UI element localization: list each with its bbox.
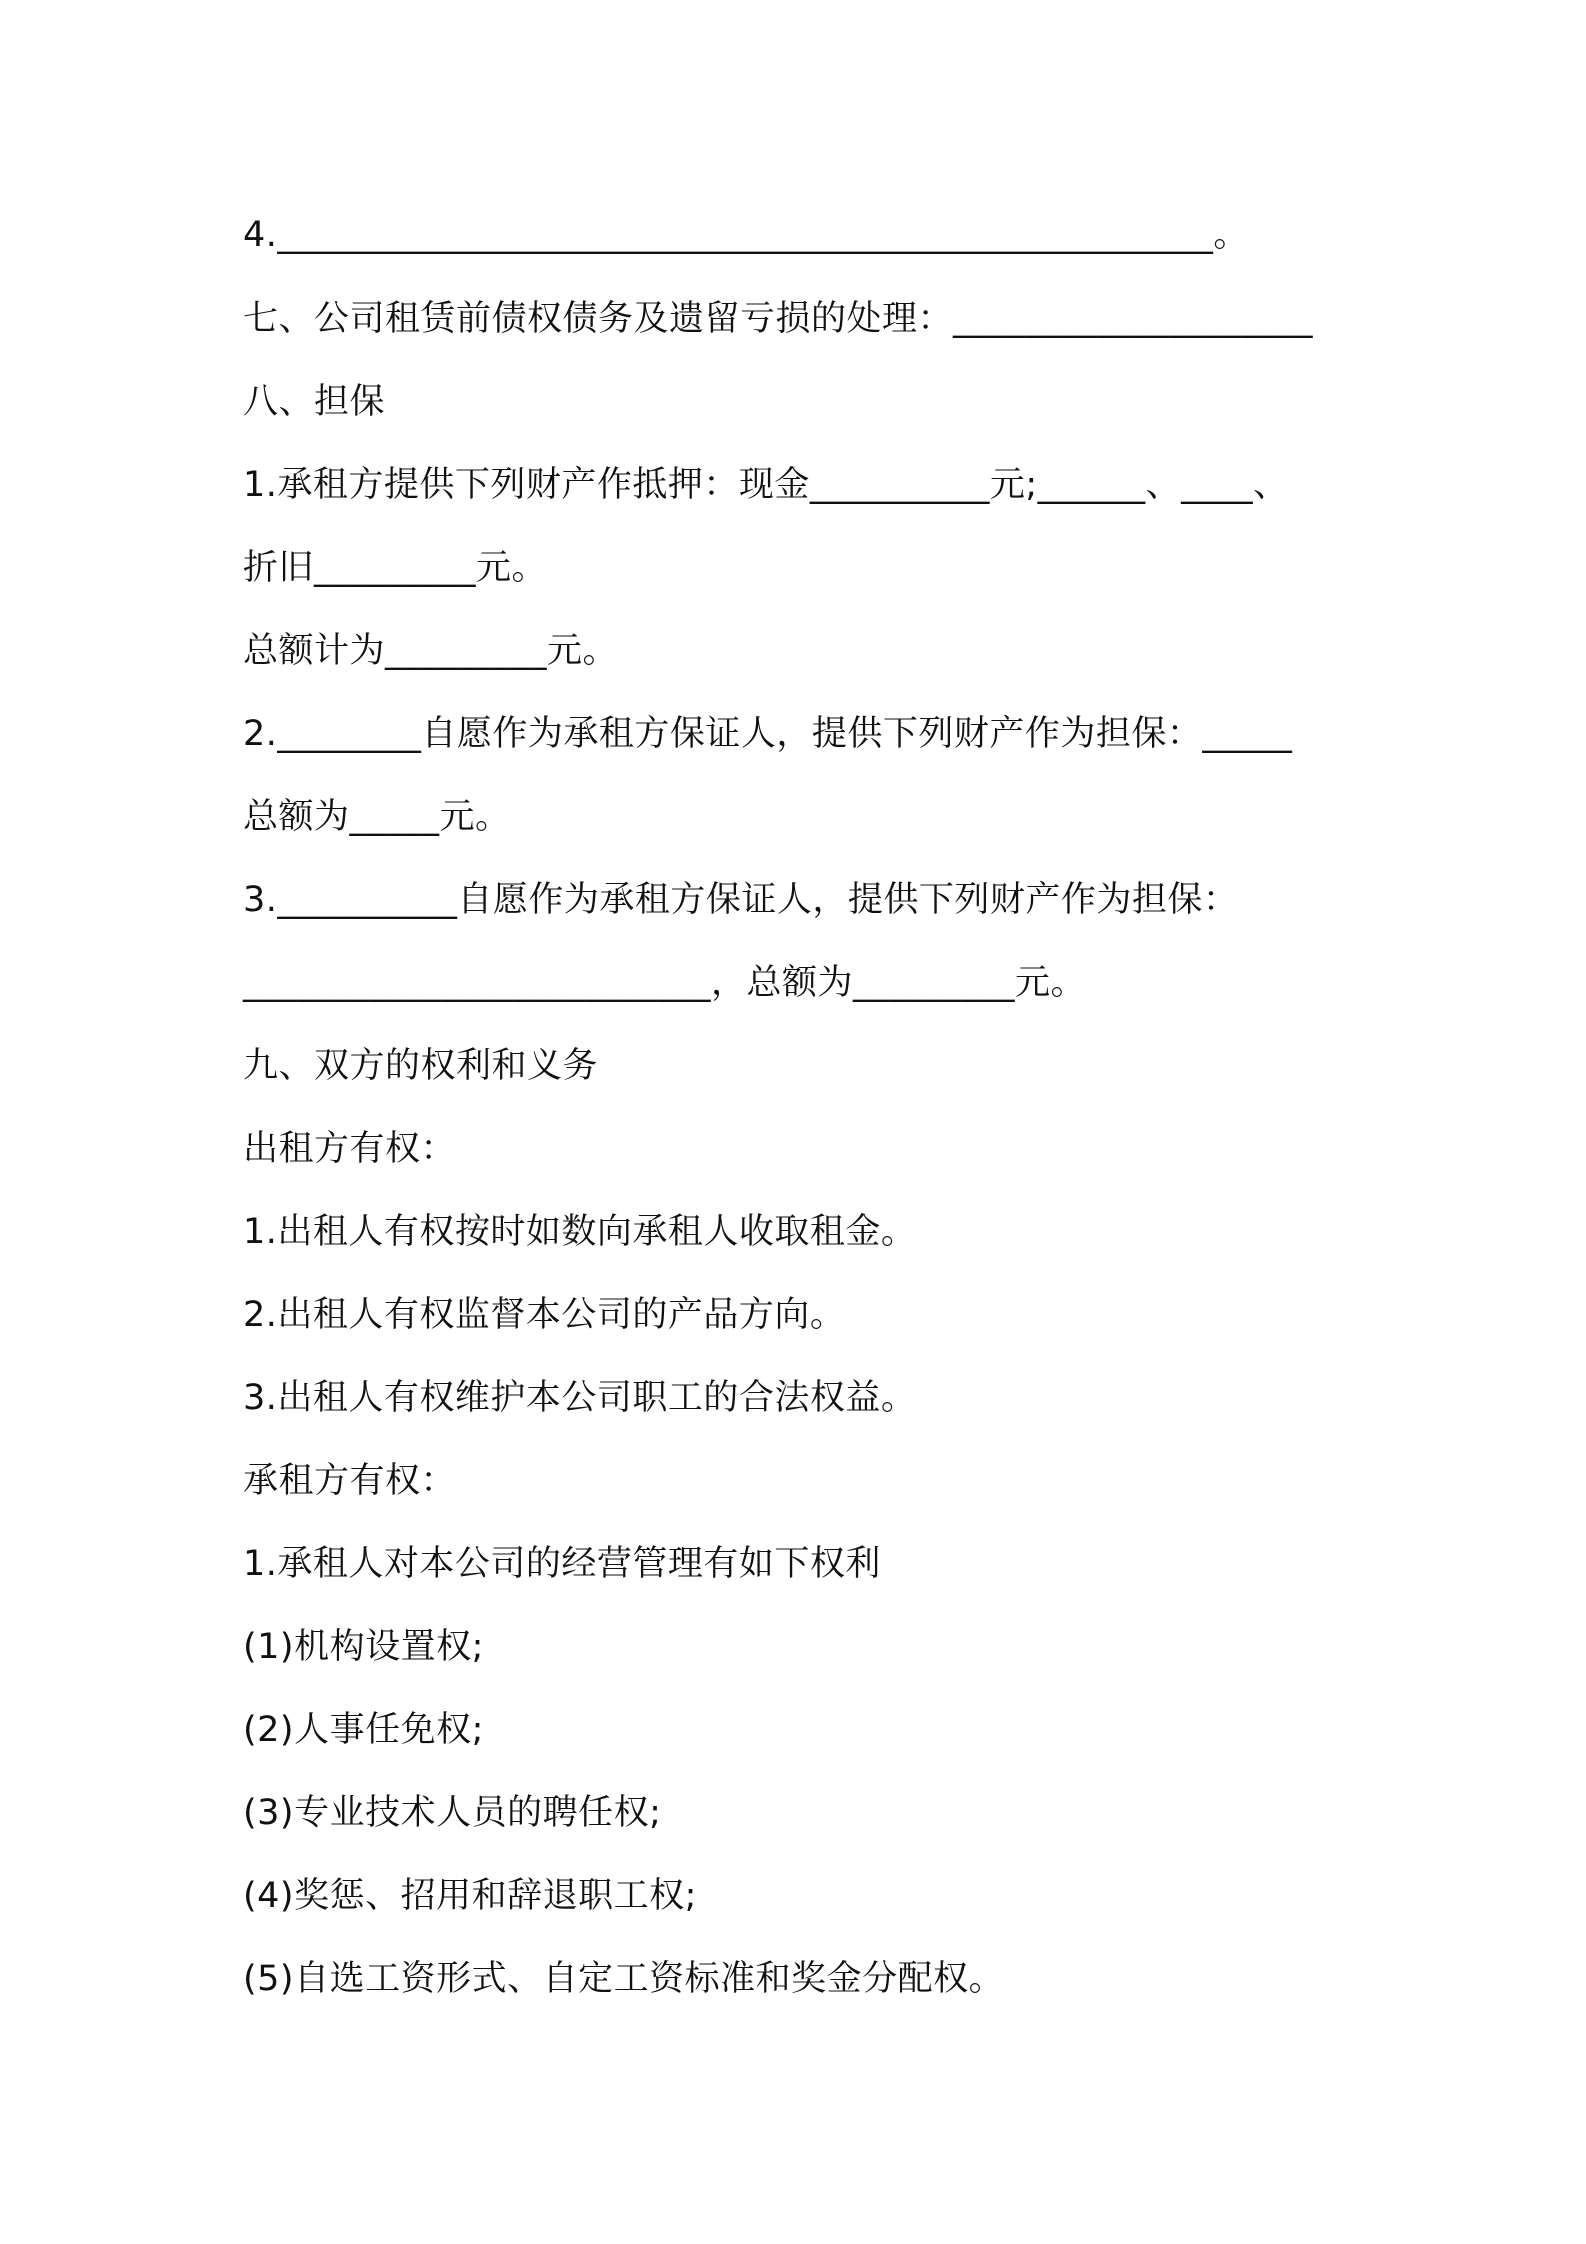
lessee-right-1-sub-3: (3)专业技术人员的聘任权; (243, 1793, 662, 1833)
lessee-right-1-sub-2: (2)人事任免权; (243, 1710, 484, 1750)
guarantee-item-1-cont: 折旧_________元。 (243, 548, 548, 588)
section-7-heading: 七、公司租赁前债权债务及遗留亏损的处理：____________________ (243, 299, 1314, 339)
guarantee-total: 总额计为_________元。 (243, 631, 619, 671)
guarantee-item-3: 3.__________自愿作为承租方保证人，提供下列财产作为担保： (243, 880, 1239, 920)
lessee-right-1: 1.承租人对本公司的经营管理有如下权利 (243, 1544, 881, 1584)
guarantee-item-2: 2.________自愿作为承租方保证人，提供下列财产作为担保：_____ (243, 714, 1293, 754)
lessee-right-1-sub-4: (4)奖惩、招用和辞退职工权; (243, 1876, 697, 1916)
lessee-rights-heading: 承租方有权： (243, 1461, 457, 1501)
lessee-right-1-sub-5: (5)自选工资形式、自定工资标准和奖金分配权。 (243, 1959, 1005, 1999)
lessor-right-1: 1.出租人有权按时如数向承租人收取租金。 (243, 1212, 917, 1252)
lessor-right-2: 2.出租人有权监督本公司的产品方向。 (243, 1295, 846, 1335)
section-8-heading: 八、担保 (243, 382, 386, 422)
guarantee-item-2-total: 总额为_____元。 (243, 797, 511, 837)
lessor-rights-heading: 出租方有权： (243, 1129, 457, 1169)
lessor-right-3: 3.出租人有权维护本公司职工的合法权益。 (243, 1378, 917, 1418)
clause-7-item-4: 4.____________________________________________________。 (243, 215, 1249, 255)
lessee-right-1-sub-1: (1)机构设置权; (243, 1627, 484, 1667)
guarantee-item-3-cont: __________________________，总额为_________元。 (243, 963, 1087, 1003)
section-9-heading: 九、双方的权利和义务 (243, 1046, 599, 1086)
guarantee-item-1: 1.承租方提供下列财产作抵押：现金__________元;______、____、 (243, 465, 1289, 505)
